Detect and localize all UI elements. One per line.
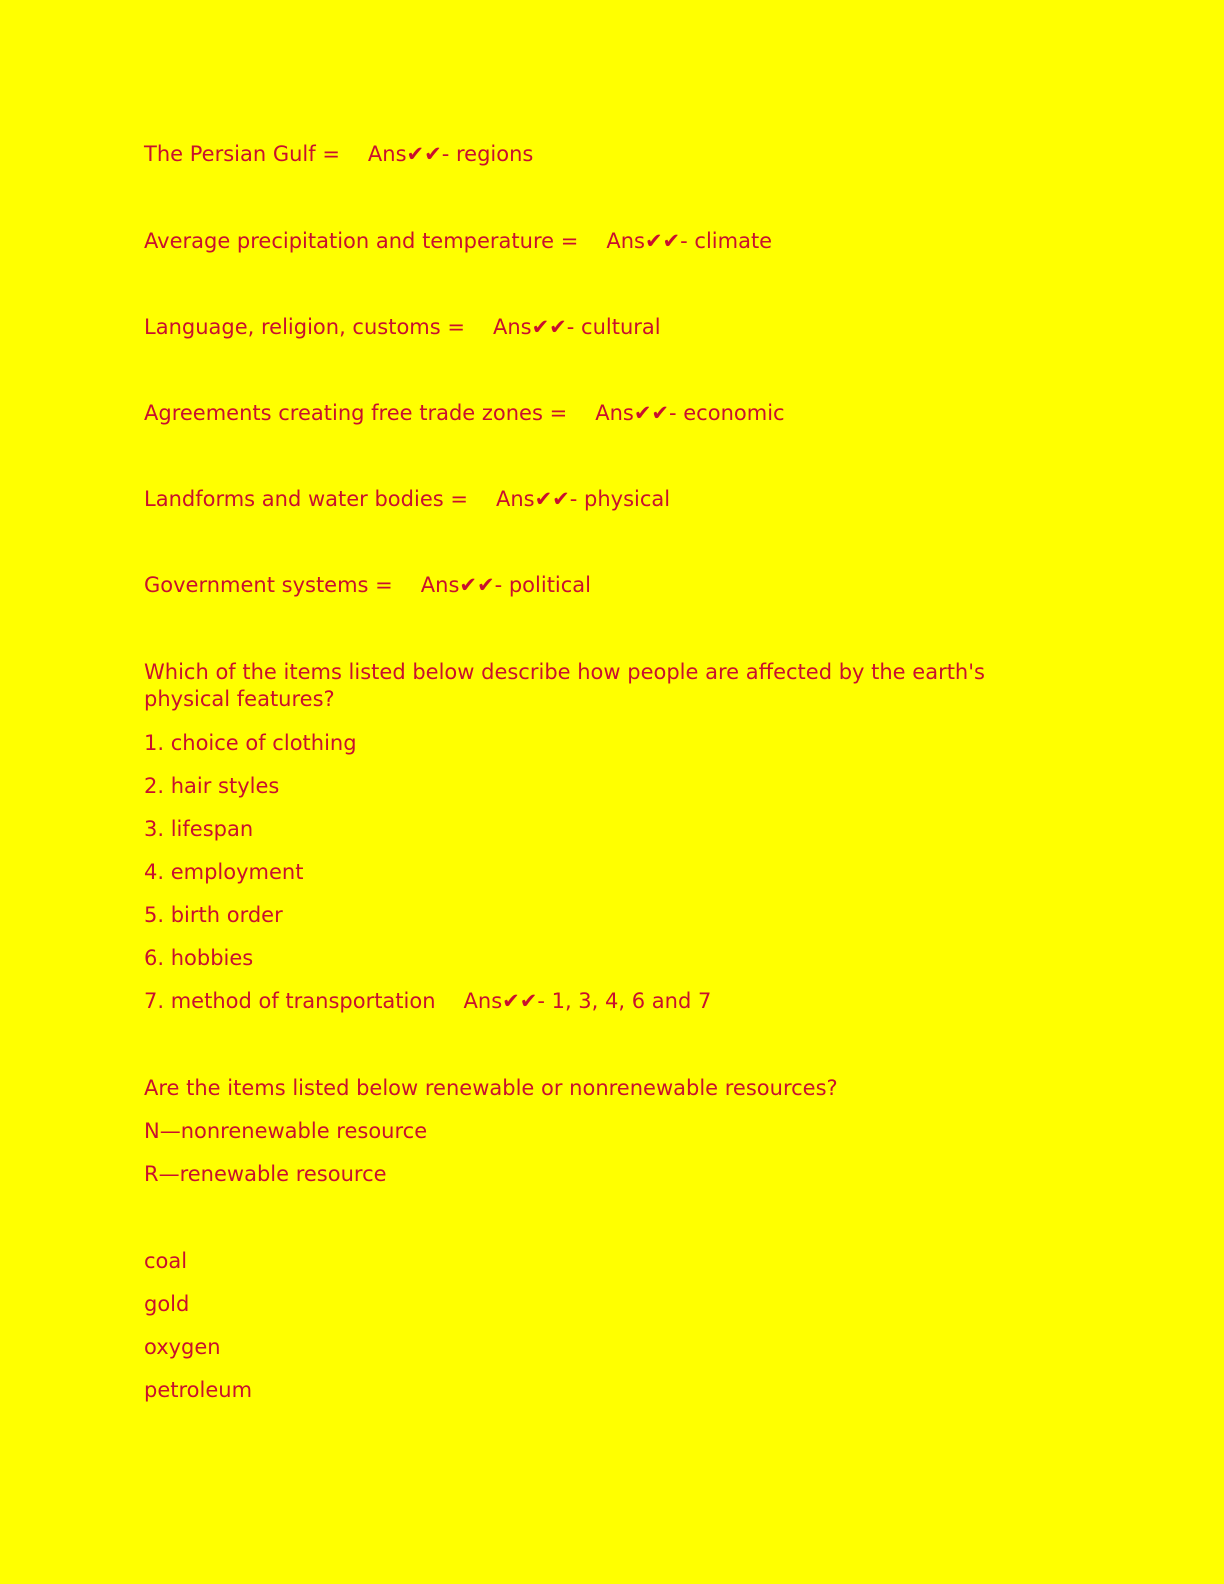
list-item: 4. employment [144, 860, 304, 884]
list-item: 2. hair styles [144, 774, 280, 798]
list-item: 5. birth order [144, 903, 283, 927]
legend-item: R—renewable resource [144, 1162, 387, 1186]
qa-question: Landforms and water bodies = [144, 487, 468, 511]
qa-question: Government systems = [144, 573, 393, 597]
resource-item: gold [144, 1292, 190, 1316]
qa-answer: Ans✔✔- climate [606, 229, 773, 253]
qa-answer: Ans✔✔- physical [495, 487, 671, 511]
qa-answer: Ans✔✔- cultural [492, 315, 661, 339]
qa-row [144, 486, 670, 513]
question-prompt: Are the items listed below renewable or nonrenewable resources? [144, 1076, 838, 1100]
question-answer: Ans✔✔- 1, 3, 4, 6 and 7 [463, 989, 712, 1013]
qa-question: Average precipitation and temperature = [144, 229, 579, 253]
list-item: 3. lifespan [144, 817, 254, 841]
qa-row [144, 400, 785, 427]
legend-item: N—nonrenewable resource [144, 1119, 428, 1143]
qa-answer: Ans✔✔- political [420, 573, 592, 597]
resource-item: oxygen [144, 1335, 221, 1359]
list-item: 1. choice of clothing [144, 731, 357, 755]
qa-question: Language, religion, customs = [144, 315, 465, 339]
list-item-text: 7. method of transportation [144, 989, 436, 1013]
qa-question: The Persian Gulf = [144, 142, 340, 166]
resource-item: coal [144, 1249, 188, 1273]
qa-question: Agreements creating free trade zones = [144, 401, 568, 425]
question-prompt: Which of the items listed below describe how people are affected by the earth's physical features? [144, 660, 985, 711]
qa-row [144, 572, 591, 599]
qa-row [144, 141, 533, 168]
qa-row [144, 228, 772, 255]
qa-answer: Ans✔✔- regions [367, 142, 534, 166]
list-item [144, 988, 711, 1015]
qa-answer: Ans✔✔- economic [595, 401, 785, 425]
list-item: 6. hobbies [144, 946, 254, 970]
qa-row [144, 314, 661, 341]
resource-item: petroleum [144, 1378, 253, 1402]
